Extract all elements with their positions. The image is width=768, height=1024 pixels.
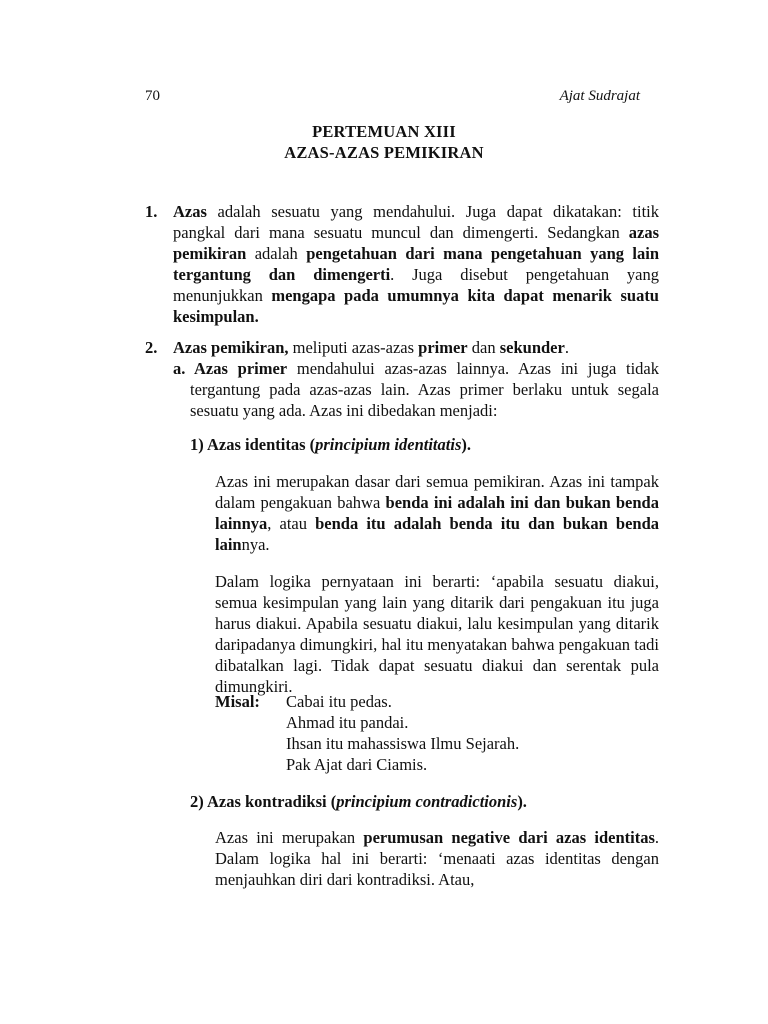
para-1-emphasis-b: benda itu adalah benda itu dan bukan benda lain	[215, 514, 659, 554]
misal-label: Misal:	[215, 692, 260, 711]
identitas-paragraph-2: Dalam logika pernyataan ini berarti: ‘apabila sesuatu diakui, semua kesimpulan yang lain yang ditarik dari pengakuan itu juga harus diakui. Apabila sesuatu diakui, lalu kesimpulan yang ditarik daripadanya dimungkiri, hal itu menyatakan bahwa pengakuan tadi dibatalkan lagi. Tidak dapat sesuatu diakui dan serentak pula dimungkiri.	[215, 572, 659, 696]
sub-a-paragraph	[190, 358, 659, 421]
identitas-paragraph-1	[215, 471, 659, 555]
heading-2-latin: principium contradictionis	[336, 792, 518, 811]
heading-azas-identitas	[190, 434, 471, 455]
sub-a-text: mendahului azas-azas lainnya. Azas ini juga tidak tergantung pada azas-azas lain. Azas primer berlaku untuk segala sesuatu yang ada. Azas ini dibedakan menjadi:	[190, 359, 659, 420]
kontradiksi-paragraph	[215, 827, 659, 890]
para-1-text-c: nya.	[241, 535, 270, 554]
term-azas-primer: Azas primer	[194, 359, 288, 378]
item-2-number: 2.	[145, 338, 158, 357]
item-2-text-a: meliputi azas-azas	[288, 338, 419, 357]
item-1-text-c: . Juga disebut pengetahuan yang menunjukkan	[173, 265, 659, 305]
item-1-paragraph	[173, 201, 659, 327]
item-1-text-a: adalah sesuatu yang mendahului. Juga dapat dikatakan: titik pangkal dari mana sesuatu muncul dan dimengerti. Sedangkan	[173, 202, 659, 242]
para-3-emphasis: perumusan negative dari azas identitas	[363, 828, 655, 847]
item-1-number: 1.	[145, 202, 158, 221]
conclusion-emphasis: mengapa pada umumnya kita dapat menarik suatu kesimpulan.	[173, 286, 659, 326]
example-item: Ihsan itu mahassiswa Ilmu Sejarah.	[286, 734, 520, 753]
heading-1-label: 1) Azas identitas (	[190, 435, 316, 454]
running-header-author: Ajat Sudrajat	[559, 88, 640, 104]
term-azas: Azas	[173, 202, 207, 221]
page-number: 70	[145, 88, 160, 104]
example-item: Cabai itu pedas.	[286, 692, 392, 711]
para-3-text-b: . Dalam logika hal ini berarti: ‘menaati azas identitas dengan menjauhkan diri dari kontradiksi. Atau,	[215, 828, 659, 889]
chapter-title: PERTEMUAN XIII	[312, 122, 456, 141]
heading-1-end: ).	[461, 435, 471, 454]
chapter-subtitle: AZAS-AZAS PEMIKIRAN	[284, 143, 484, 162]
item-2-text-b: dan	[467, 338, 500, 357]
heading-1-latin: principium identitatis	[315, 435, 462, 454]
item-2-paragraph	[173, 337, 659, 358]
term-azas-pemikiran: azas pemikiran	[173, 223, 659, 263]
term-sekunder: sekunder	[499, 338, 565, 357]
term-azas-pemikiran-2: Azas pemikiran,	[173, 338, 289, 357]
misal-examples	[286, 691, 519, 775]
para-3-text-a: Azas ini merupakan	[215, 828, 364, 847]
para-1-text-b: , atau	[267, 514, 316, 533]
para-1-emphasis-a: benda ini adalah ini dan bukan benda lainnya	[215, 493, 659, 533]
heading-2-end: ).	[517, 792, 527, 811]
item-2-text-c: .	[564, 338, 569, 357]
example-item: Ahmad itu pandai.	[286, 713, 409, 732]
sub-a-label: a.	[173, 359, 186, 378]
item-1-text-b: adalah	[246, 244, 307, 263]
heading-2-label: 2) Azas kontradiksi (	[190, 792, 337, 811]
definition-emphasis: pengetahuan dari mana pengetahuan yang lain tergantung dan dimengerti	[173, 244, 660, 284]
para-1-text-a: Azas ini merupakan dasar dari semua pemikiran. Azas ini tampak dalam pengakuan bahwa	[215, 472, 659, 512]
heading-azas-kontradiksi	[190, 791, 527, 812]
term-primer: primer	[418, 338, 468, 357]
example-item: Pak Ajat dari Ciamis.	[286, 755, 428, 774]
